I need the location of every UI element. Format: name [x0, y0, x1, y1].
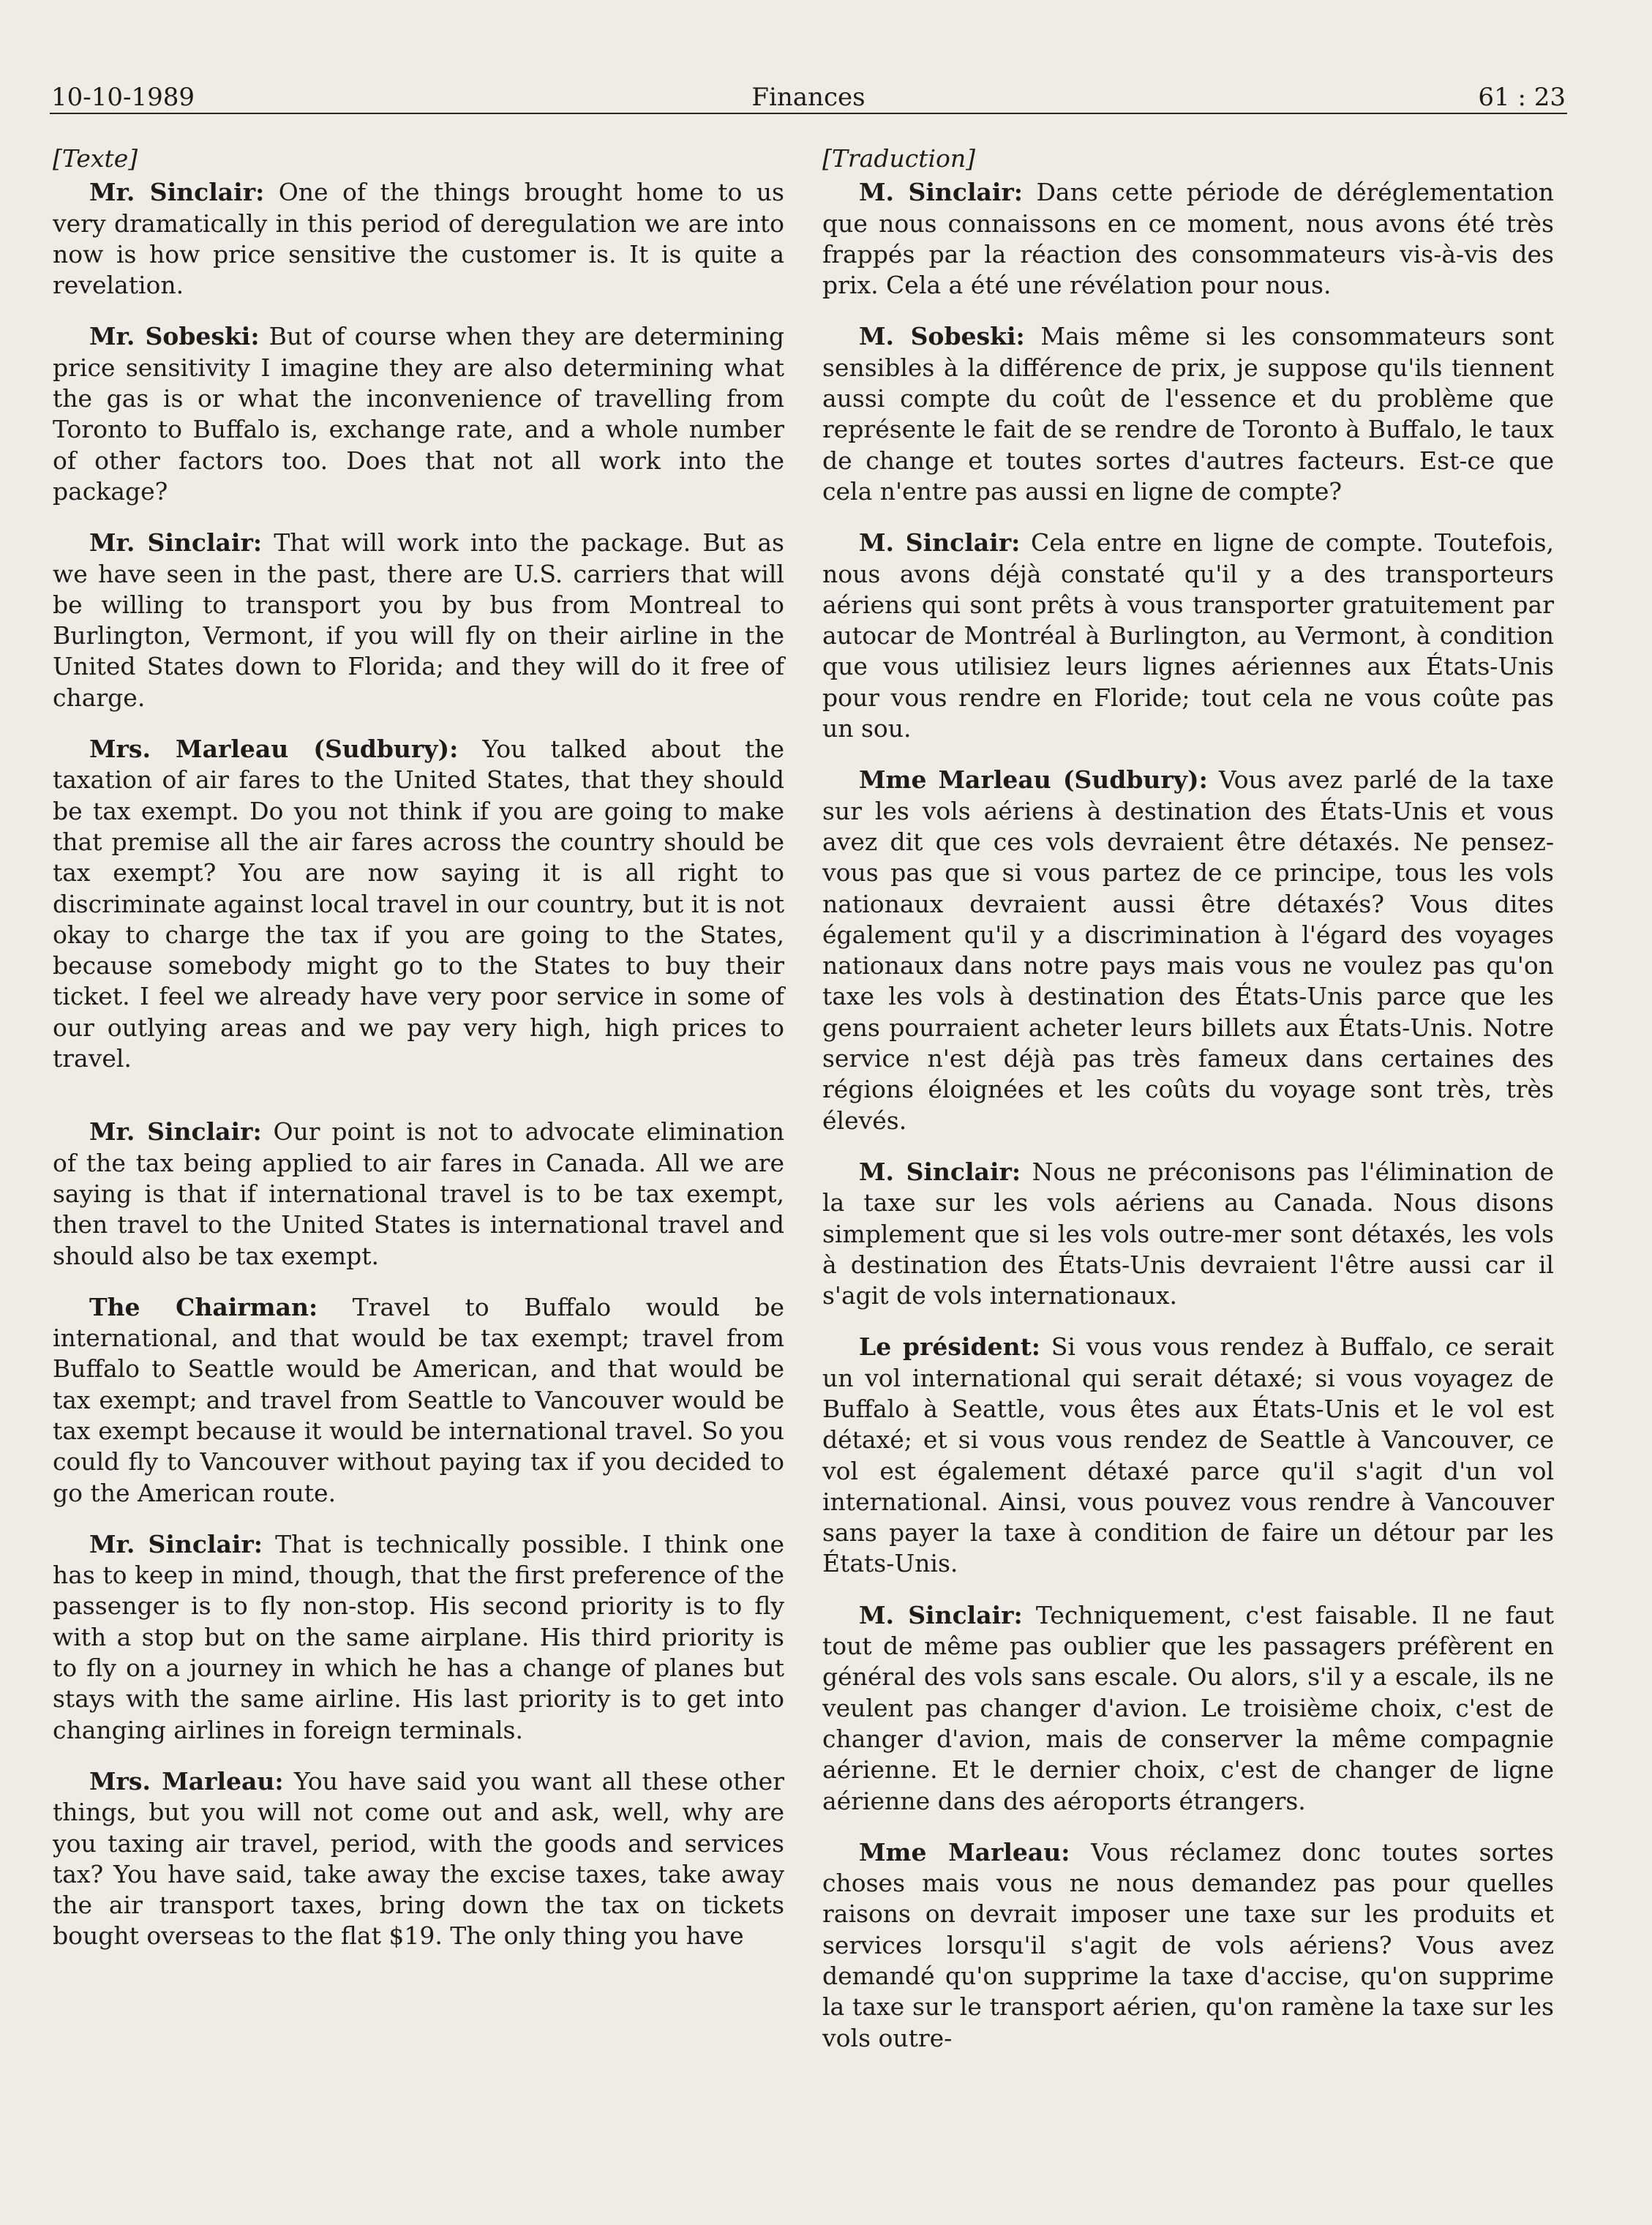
speaker-name: Mr. Sinclair:: [89, 1117, 262, 1147]
speaker-name: Mme Marleau:: [859, 1837, 1070, 1866]
english-column: [53, 143, 784, 1973]
paragraph: [53, 321, 784, 507]
paragraph-text: Nous ne préconisons pas l'élimination de la taxe sur les vols aériens au Canada. Nous disons simplement que si les vols outre-mer sont détaxés, les vols à destination des États-Unis devraient l'être aussi car il s'agit de vols internationaux.: [822, 1157, 1554, 1310]
speaker-name: Le président:: [859, 1332, 1040, 1362]
header-date: 10-10-1989: [51, 83, 195, 112]
header-page-number: 61 : 23: [1478, 83, 1566, 112]
paragraph: [53, 528, 784, 713]
paragraph-text: Mais même si les consommateurs sont sensibles à la différence de prix, je suppose qu'ils tiennent aussi compte du coût de l'essence et du problème que représente le fait de se rendre de Toronto à Buffalo, le taux de change et toutes sortes d'autres facteurs. Est-ce que cela n'entre pas aussi en ligne de compte?: [822, 322, 1554, 506]
paragraph-text: Si vous vous rendez à Buffalo, ce serait un vol international qui serait détaxé; si vous voyagez de Buffalo à Seattle, vous êtes aux États-Unis et le vol est détaxé; et si vous vous rendez de Seattle à Vancouver, ce vol est également détaxé parce qu'il s'agit d'un vol international. Ainsi, vous pouvez vous rendre à Vancouver sans payer la taxe à condition de faire un détour par les États-Unis.: [822, 1332, 1554, 1578]
speaker-name: M. Sobeski:: [859, 322, 1025, 351]
paragraph-text: That is technically possible. I think one has to keep in mind, though, that the first preference of the passenger is to fly non-stop. His second priority is to fly with a stop but on the same airplane. His third priority is to fly on a journey in which he has a change of planes but stays with the same airline. His last priority is to get into changing airlines in foreign terminals.: [53, 1529, 785, 1744]
paragraph: [53, 1292, 784, 1509]
paragraph: [53, 1766, 784, 1952]
paragraph-text: One of the things brought home to us very dramatically in this period of deregulation we are into now is how price sensitive the customer is. It is quite a revelation.: [53, 178, 784, 300]
paragraph: [822, 177, 1554, 301]
speaker-name: Mr. Sinclair:: [89, 178, 265, 207]
paragraph-text: Vous réclamez donc toutes sortes choses mais vous ne nous demandez pas pour quelles raisons on devrait imposer une taxe sur les produits et services lorsqu'il s'agit de vols aériens? Vous avez demandé qu'on supprime la taxe d'accise, qu'on supprime la taxe sur le transport aérien, qu'on ramène la taxe sur les vols outre-: [822, 1837, 1554, 2052]
speaker-name: Mrs. Marleau (Sudbury):: [89, 735, 459, 764]
paragraph-text: Techniquement, c'est faisable. Il ne faut tout de même pas oublier que les passagers préfèrent en général des vols sans escale. Ou alors, s'il y a escale, ils ne veulent pas changer d'avion. Le troisième choix, c'est de changer d'avion, mais de conserver la même compagnie aérienne. Et le dernier choix, c'est de changer de ligne aérienne dans des aéroports étrangers.: [822, 1600, 1554, 1815]
paragraph-text: Dans cette période de déréglementation que nous connaissons en ce moment, nous avons été très frappés par la réaction des consommateurs vis-à-vis des prix. Cela a été une révélation pour nous.: [822, 178, 1554, 300]
speaker-name: Mr. Sinclair:: [89, 528, 263, 558]
page-header: [51, 80, 1566, 114]
speaker-name: M. Sinclair:: [859, 1157, 1021, 1186]
paragraph: [53, 1529, 784, 1746]
paragraph-text: Travel to Buffalo would be international, and that would be tax exempt; travel from Buffalo to Seattle would be American, and that would be tax exempt; and travel from Seattle to Vancouver would be tax exempt because it would be international travel. So you could fly to Vancouver without paying tax if you decided to go the American route.: [53, 1292, 784, 1507]
paragraph-text: Cela entre en ligne de compte. Toutefois, nous avons déjà constaté qu'il y a des transporteurs aériens qui sont prêts à vous transporter gratuitement par autocar de Montréal à Burlington, au Vermont, à condition que vous utilisiez leurs lignes aériennes aux États-Unis pour vous rendre en Floride; tout cela ne vous coûte pas un sou.: [822, 528, 1555, 743]
speaker-name: The Chairman:: [89, 1292, 318, 1321]
paragraph: [822, 1332, 1554, 1579]
speaker-name: M. Sinclair:: [859, 528, 1021, 558]
speaker-name: M. Sinclair:: [859, 178, 1023, 207]
paragraph-text: Vous avez parlé de la taxe sur les vols aériens à destination des États-Unis et vous avez dit que ces vols devraient être détaxés. Ne pensez-vous pas que si vous partez de ce principe, tous les vols nationaux devraient aussi être détaxés? Vous dites également qu'il y a discrimination à l'égard des voyages nationaux dans notre pays mais vous ne voulez pas qu'on taxe les vols à destination des États-Unis parce que les gens pourraient acheter leurs billets aux États-Unis. Notre service n'est déjà pas très fameux dans certaines des régions éloignées et les coûts du voyage sont très, très élevés.: [822, 765, 1554, 1135]
paragraph: [822, 528, 1554, 744]
french-column: [822, 143, 1554, 2074]
paragraph: [822, 1157, 1554, 1311]
speaker-name: Mrs. Marleau:: [89, 1766, 284, 1796]
speaker-name: M. Sinclair:: [859, 1600, 1023, 1629]
paragraph-text: But of course when they are determining price sensitivity I imagine they are also determining what the gas is or what the inconvenience of travelling from Toronto to Buffalo is, exchange rate, and a whole number of other factors too. Does that not all work into the package?: [53, 322, 784, 506]
paragraph: [822, 321, 1554, 507]
speaker-name: Mr. Sinclair:: [89, 1529, 263, 1558]
speaker-name: Mr. Sobeski:: [89, 322, 260, 351]
header-title: Finances: [751, 83, 866, 112]
paragraph-text: You talked about the taxation of air fares to the United States, that they should be tax exempt. Do you not think if you are going to make that premise all the air fares across the country should be tax exempt? You are now saying it is all right to discriminate against local travel in our country, but it is not okay to charge the tax if you are going to the States, because somebody might go to the States to buy their ticket. I feel we already have very poor service in some of our outlying areas and we pay very high, high prices to travel.: [53, 735, 784, 1073]
paragraph: [53, 1117, 784, 1271]
paragraph: [53, 177, 784, 301]
paragraph-text: Our point is not to advocate elimination of the tax being applied to air fares in Canada. All we are saying is that if international travel is to be tax exempt, then travel to the United States is international travel and should also be tax exempt.: [53, 1117, 784, 1270]
column-heading: [Texte]: [53, 144, 138, 173]
paragraph-text: That will work into the package. But as we have seen in the past, there are U.S. carriers that will be willing to transport you by bus from Montreal to Burlington, Vermont, if you will fly on their airline in the United States down to Florida; and they will do it free of charge.: [53, 528, 784, 712]
paragraph: [53, 734, 784, 1074]
column-heading: [Traduction]: [822, 144, 976, 173]
paragraph: [822, 765, 1554, 1136]
speaker-name: Mme Marleau (Sudbury):: [859, 765, 1208, 795]
paragraph: [822, 1600, 1554, 1817]
paragraph: [822, 1837, 1554, 2054]
paragraph-text: You have said you want all these other things, but you will not come out and ask, well, why are you taxing air travel, period, with the goods and services tax? You have said, take away the excise taxes, take away the air transport taxes, bring down the tax on tickets bought overseas to the flat $19. The only thing you have: [53, 1766, 784, 1951]
header-rule: [50, 113, 1567, 114]
